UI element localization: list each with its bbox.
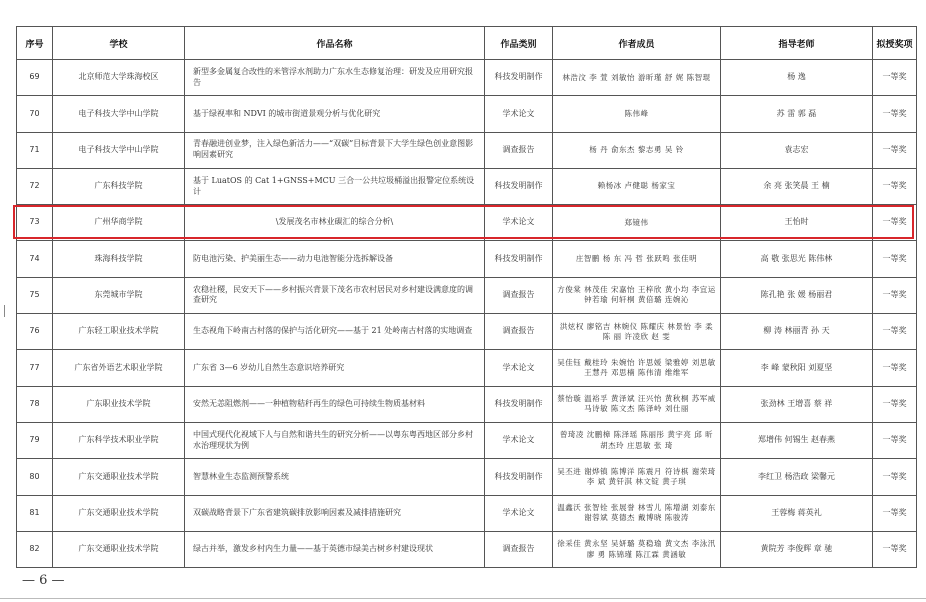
cell-advisor: 李 峰 蒙秋阳 刘夏坚 (721, 350, 873, 386)
cell-school: 东莞城市学院 (53, 277, 185, 313)
header-members: 作者成员 (553, 27, 721, 60)
cell-work: 基于 LuatOS 的 Cat 1+GNSS+MCU 三合一公共垃圾桶溢出报警定位系统设计 (185, 168, 485, 204)
table-row (17, 241, 917, 277)
cell-award: 一等奖 (873, 60, 917, 96)
cell-advisor: 陈孔艳 张 媛 杨丽君 (721, 277, 873, 313)
cell-work: \发展茂名市林业碳汇的综合分析\ (185, 205, 485, 241)
cell-award: 一等奖 (873, 531, 917, 567)
cell-award: 一等奖 (873, 459, 917, 495)
cell-members: 庄智鹏 杨 东 冯 哲 张跃鸣 张佳明 (553, 241, 721, 277)
cell-members: 蔡怡璇 温裕孚 黄泽斌 汪兴怡 黄秋桐 苏军威 马诗敏 陈文杰 陈泽岭 刘仕丽 (553, 386, 721, 422)
cell-award: 一等奖 (873, 422, 917, 458)
page-number: — 6 — (22, 573, 65, 588)
cell-category: 调查报告 (485, 314, 553, 350)
cell-category: 调查报告 (485, 531, 553, 567)
cell-work: 新型多金属复合改性的米管浮水剂助力广东水生态修复治理：研发及应用研究报告 (185, 60, 485, 96)
cell-work: 广东省 3—6 岁幼儿自然生态意识培养研究 (185, 350, 485, 386)
cell-category: 科技发明制作 (485, 386, 553, 422)
cell-advisor: 苏 雷 郭 磊 (721, 96, 873, 132)
cell-members: 郑镜伟 (553, 205, 721, 241)
cell-category: 学术论文 (485, 495, 553, 531)
cell-work: 绿古并举，激发乡村内生力量——基于英德市绿美古树乡村建设现状 (185, 531, 485, 567)
cell-no: 75 (17, 277, 53, 313)
cell-members: 方俊棠 林茂佳 宋嘉怡 王梓欣 黄小均 李宜运 钟若瑜 何轩桐 黄倍璐 连婉沁 (553, 277, 721, 313)
cell-category: 调查报告 (485, 132, 553, 168)
table-row (17, 60, 917, 96)
cell-award: 一等奖 (873, 241, 917, 277)
table-row (17, 495, 917, 531)
cell-award: 一等奖 (873, 495, 917, 531)
cell-work: 农稳社稷，民安天下——乡村振兴背景下茂名市农村居民对乡村建设满意度的调查研究 (185, 277, 485, 313)
table-row (17, 422, 917, 458)
cell-advisor: 余 亮 张笑晨 王 楠 (721, 168, 873, 204)
cell-school: 广东科技学院 (53, 168, 185, 204)
table-row (17, 277, 917, 313)
cell-no: 74 (17, 241, 53, 277)
cell-category: 科技发明制作 (485, 241, 553, 277)
cell-no: 72 (17, 168, 53, 204)
cell-no: 78 (17, 386, 53, 422)
cell-school: 广东科学技术职业学院 (53, 422, 185, 458)
cell-members: 赖杨冰 卢健聪 杨家宝 (553, 168, 721, 204)
header-award: 拟授奖项 (873, 27, 917, 60)
cell-work: 基于绿视率和 NDVI 的城市街道景观分析与优化研究 (185, 96, 485, 132)
cell-advisor: 袁志宏 (721, 132, 873, 168)
cell-school: 广东交通职业技术学院 (53, 495, 185, 531)
cell-award: 一等奖 (873, 96, 917, 132)
cell-members: 洪炫权 廖铭吉 林婉仪 陈耀庆 林景怡 李 柔 陈 丽 许凌欣 赵 雯 (553, 314, 721, 350)
table-row (17, 132, 917, 168)
cell-advisor: 高 敬 张思光 陈伟林 (721, 241, 873, 277)
margin-mark (4, 305, 5, 317)
cell-advisor: 杨 逸 (721, 60, 873, 96)
table-row (17, 386, 917, 422)
cell-work: 生态视角下岭南古村落的保护与活化研究——基于 21 处岭南古村落的实地调查 (185, 314, 485, 350)
cell-no: 77 (17, 350, 53, 386)
header-school: 学校 (53, 27, 185, 60)
table-row (17, 531, 917, 567)
cell-members: 陈伟峰 (553, 96, 721, 132)
cell-work: 双碳战略背景下广东省建筑碳排放影响因素及减排措施研究 (185, 495, 485, 531)
cell-category: 学术论文 (485, 422, 553, 458)
cell-school: 广东交通职业技术学院 (53, 459, 185, 495)
cell-work: 智慧林业生态监测预警系统 (185, 459, 485, 495)
table-row (17, 459, 917, 495)
cell-members: 杨 丹 俞东杰 黎志勇 吴 铃 (553, 132, 721, 168)
cell-no: 81 (17, 495, 53, 531)
header-category: 作品类别 (485, 27, 553, 60)
cell-category: 科技发明制作 (485, 60, 553, 96)
cell-no: 80 (17, 459, 53, 495)
cell-school: 广东省外语艺术职业学院 (53, 350, 185, 386)
cell-category: 调查报告 (485, 277, 553, 313)
cell-members: 林浩汶 李 萱 刘敏怡 游昕瑾 舒 娓 陈智琨 (553, 60, 721, 96)
cell-members: 吴佳钰 戴桂玲 朱婉怡 许思媛 梁雅婷 刘思敏 王慧丹 邓思楠 陈伟清 维维军 (553, 350, 721, 386)
cell-category: 学术论文 (485, 350, 553, 386)
header-no: 序号 (17, 27, 53, 60)
cell-members: 吴丕进 谢烨镇 陈博洋 陈震月 符诗棋 谢荣琦 李 斌 黄钎淇 林文锭 黄子琪 (553, 459, 721, 495)
cell-work: 防电池污染、护美丽生态——动力电池智能分选拆解设备 (185, 241, 485, 277)
cell-no: 82 (17, 531, 53, 567)
table-row-highlighted (17, 205, 917, 241)
cell-category: 学术论文 (485, 96, 553, 132)
cell-school: 广东交通职业技术学院 (53, 531, 185, 567)
cell-advisor: 王蓉梅 蒋英礼 (721, 495, 873, 531)
cell-no: 76 (17, 314, 53, 350)
table-header-row (17, 27, 917, 60)
cell-award: 一等奖 (873, 277, 917, 313)
cell-work: 安然无恙阻燃剂——一种植物秸秆再生的绿色可持续生物质基材料 (185, 386, 485, 422)
cell-school: 广东职业技术学院 (53, 386, 185, 422)
cell-category: 学术论文 (485, 205, 553, 241)
cell-award: 一等奖 (873, 350, 917, 386)
table-row (17, 314, 917, 350)
header-work: 作品名称 (185, 27, 485, 60)
cell-school: 电子科技大学中山学院 (53, 96, 185, 132)
cell-no: 71 (17, 132, 53, 168)
table-row (17, 168, 917, 204)
cell-school: 电子科技大学中山学院 (53, 132, 185, 168)
cell-members: 徐采佳 黄永坚 吴妍璐 莫稳瑜 黄文杰 李泳汛 廖 勇 陈锦瑾 陈江霖 黄涵敏 (553, 531, 721, 567)
cell-advisor: 郑增伟 何锡生 赵春燕 (721, 422, 873, 458)
cell-category: 科技发明制作 (485, 168, 553, 204)
header-advisor: 指导老师 (721, 27, 873, 60)
cell-award: 一等奖 (873, 205, 917, 241)
cell-advisor: 王怡时 (721, 205, 873, 241)
cell-work: 中国式现代化视域下人与自然和谐共生的研究分析——以粤东粤西地区部分乡村水治理现状为例 (185, 422, 485, 458)
cell-category: 科技发明制作 (485, 459, 553, 495)
cell-no: 73 (17, 205, 53, 241)
bottom-divider (0, 598, 926, 599)
cell-school: 广东轻工职业技术学院 (53, 314, 185, 350)
awards-table (16, 26, 917, 568)
cell-advisor: 黄院芳 李俊辉 章 驰 (721, 531, 873, 567)
cell-school: 广州华商学院 (53, 205, 185, 241)
cell-award: 一等奖 (873, 132, 917, 168)
cell-advisor: 柳 涛 林丽青 孙 天 (721, 314, 873, 350)
cell-no: 79 (17, 422, 53, 458)
cell-advisor: 张劲林 王增喜 蔡 祥 (721, 386, 873, 422)
cell-work: 青春融进创业梦，注入绿色新活力——“双碳”目标背景下大学生绿色创业意图影响因素研究 (185, 132, 485, 168)
table-row (17, 350, 917, 386)
cell-award: 一等奖 (873, 168, 917, 204)
cell-school: 北京师范大学珠海校区 (53, 60, 185, 96)
cell-school: 珠海科技学院 (53, 241, 185, 277)
table-row (17, 96, 917, 132)
cell-no: 69 (17, 60, 53, 96)
cell-no: 70 (17, 96, 53, 132)
cell-award: 一等奖 (873, 386, 917, 422)
cell-members: 温鑫沃 张智铨 张展誉 林雪儿 陈增湖 刘泰东 谢蓉斌 莫德杰 戴博晓 陈骏涛 (553, 495, 721, 531)
cell-advisor: 李红卫 杨浩政 梁馨元 (721, 459, 873, 495)
cell-award: 一等奖 (873, 314, 917, 350)
cell-members: 曾琦凌 沈鹏樟 陈泽瑶 陈丽彤 黄宇亮 邱 昕 胡杰玲 庄思敏 张 琦 (553, 422, 721, 458)
